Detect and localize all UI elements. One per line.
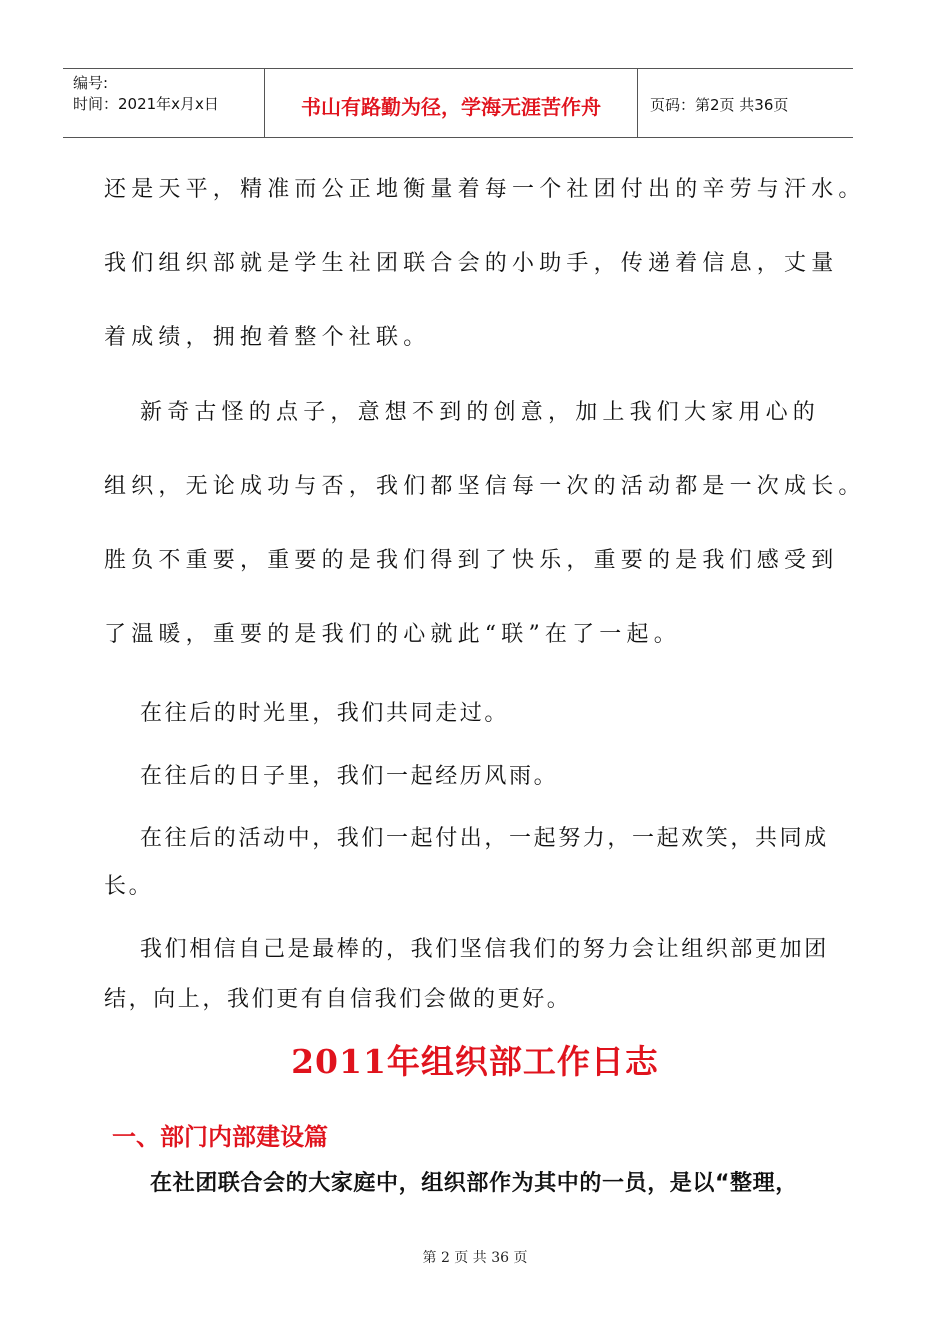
body-line: 在往后的活动中，我们一起付出，一起努力，一起欢笑，共同成 xyxy=(140,826,829,851)
header-motto-cell xyxy=(265,69,638,137)
section-first-line: 在社团联合会的大家庭中，组织部作为其中的一员，是以“整理， xyxy=(150,1171,798,1196)
body-line: 在往后的日子里，我们一起经历风雨。 xyxy=(140,764,559,789)
header-page-cell xyxy=(638,69,853,137)
body-line: 结，向上，我们更有自信我们会做的更好。 xyxy=(104,987,572,1012)
section-heading: 一、部门内部建设篇 xyxy=(112,1123,328,1151)
header-page-info: 页码：第2页 共36页 xyxy=(650,96,789,114)
body-line: 着成绩，拥抱着整个社联。 xyxy=(104,325,431,350)
body-line: 胜负不重要，重要的是我们得到了快乐，重要的是我们感受到 xyxy=(104,548,839,573)
document-header xyxy=(63,68,853,138)
document-number-label: 编号: xyxy=(73,74,109,92)
header-meta-cell xyxy=(63,69,265,137)
body-line: 长。 xyxy=(104,874,154,899)
page-footer: 第 2 页 共 36 页 xyxy=(422,1250,528,1266)
body-line: 了温暖，重要的是我们的心就此“联”在了一起。 xyxy=(104,622,681,647)
header-motto: 书山有路勤为径，学海无涯苦作舟 xyxy=(301,95,601,119)
body-line: 我们组织部就是学生社团联合会的小助手，传递着信息，丈量 xyxy=(104,251,839,276)
body-line: 在往后的时光里，我们共同走过。 xyxy=(140,701,510,726)
body-line: 还是天平，精准而公正地衡量着每一个社团付出的辛劳与汗水。 xyxy=(104,177,866,202)
page-title: 2011年组织部工作日志 xyxy=(291,1042,659,1081)
body-line: 新奇古怪的点子，意想不到的创意，加上我们大家用心的 xyxy=(140,400,821,425)
document-time-label: 时间：2021年x月x日 xyxy=(73,95,219,113)
body-line: 组织，无论成功与否，我们都坚信每一次的活动都是一次成长。 xyxy=(104,474,866,499)
body-line: 我们相信自己是最棒的，我们坚信我们的努力会让组织部更加团 xyxy=(140,937,829,962)
